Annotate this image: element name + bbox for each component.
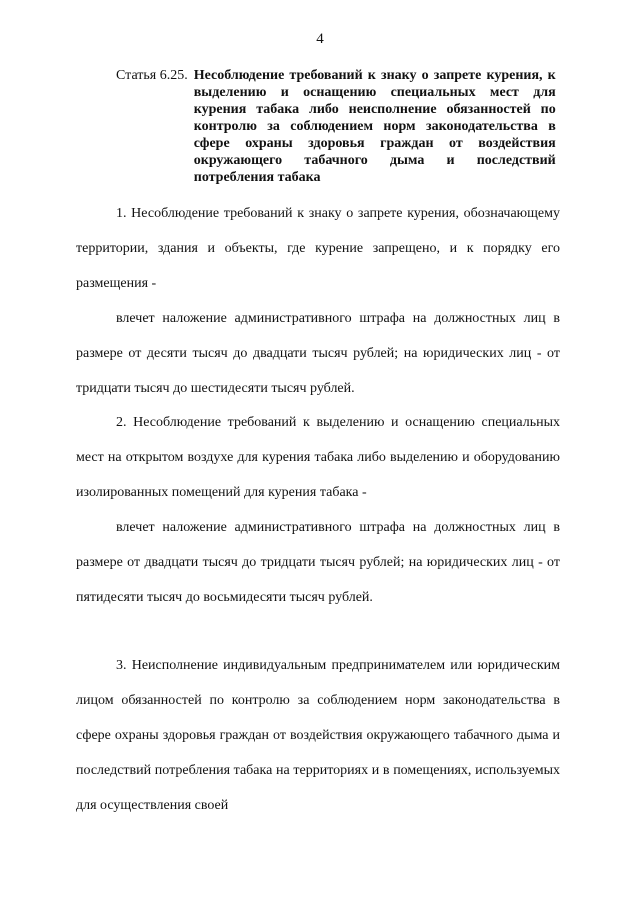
part-2-penalty: влечет наложение административного штрафа на должностных лиц в размере от двадцати тысяч до тридцати тысяч рублей; на юридических лиц - от пятидесяти тысяч до восьмидесяти тысяч рублей. [76, 520, 560, 605]
page-number: 4 [316, 31, 324, 47]
article-heading [116, 67, 560, 186]
part-2 [76, 405, 560, 615]
part-3-text: 3. Неисполнение индивидуальным предпринимателем или юридическим лицом обязанностей по контролю за соблюдением норм законодательства в сфере охраны здоровья граждан от воздействия окружающего табачного дыма и последствий потребления табака на территориях и в помещениях, используемых для осуществления своей [76, 658, 560, 813]
article-label: Статья 6.25. [116, 68, 188, 83]
part-1 [76, 196, 560, 406]
part-3 [76, 648, 560, 823]
part-1-penalty: влечет наложение административного штрафа на должностных лиц в размере от десяти тысяч до двадцати тысяч рублей; на юридических лиц - от тридцати тысяч до шестидесяти тысяч рублей. [76, 311, 560, 396]
part-2-text: 2. Несоблюдение требований к выделению и оснащению специальных мест на открытом воздухе для курения табака либо выделению и оборудованию изолированных помещений для курения табака - [76, 415, 560, 500]
article-title: Несоблюдение требований к знаку о запрете курения, к выделению и оснащению специальных мест для курения табака либо неисполнение обязанностей по контролю за соблюдением норм законодательства в сфере охраны здоровья граждан от воздействия окружающего табачного дыма и последствий потребления табака [193, 68, 556, 185]
part-1-text: 1. Несоблюдение требований к знаку о запрете курения, обозначающему территории, здания и объекты, где курение запрещено, и к порядку его размещения - [76, 206, 560, 291]
